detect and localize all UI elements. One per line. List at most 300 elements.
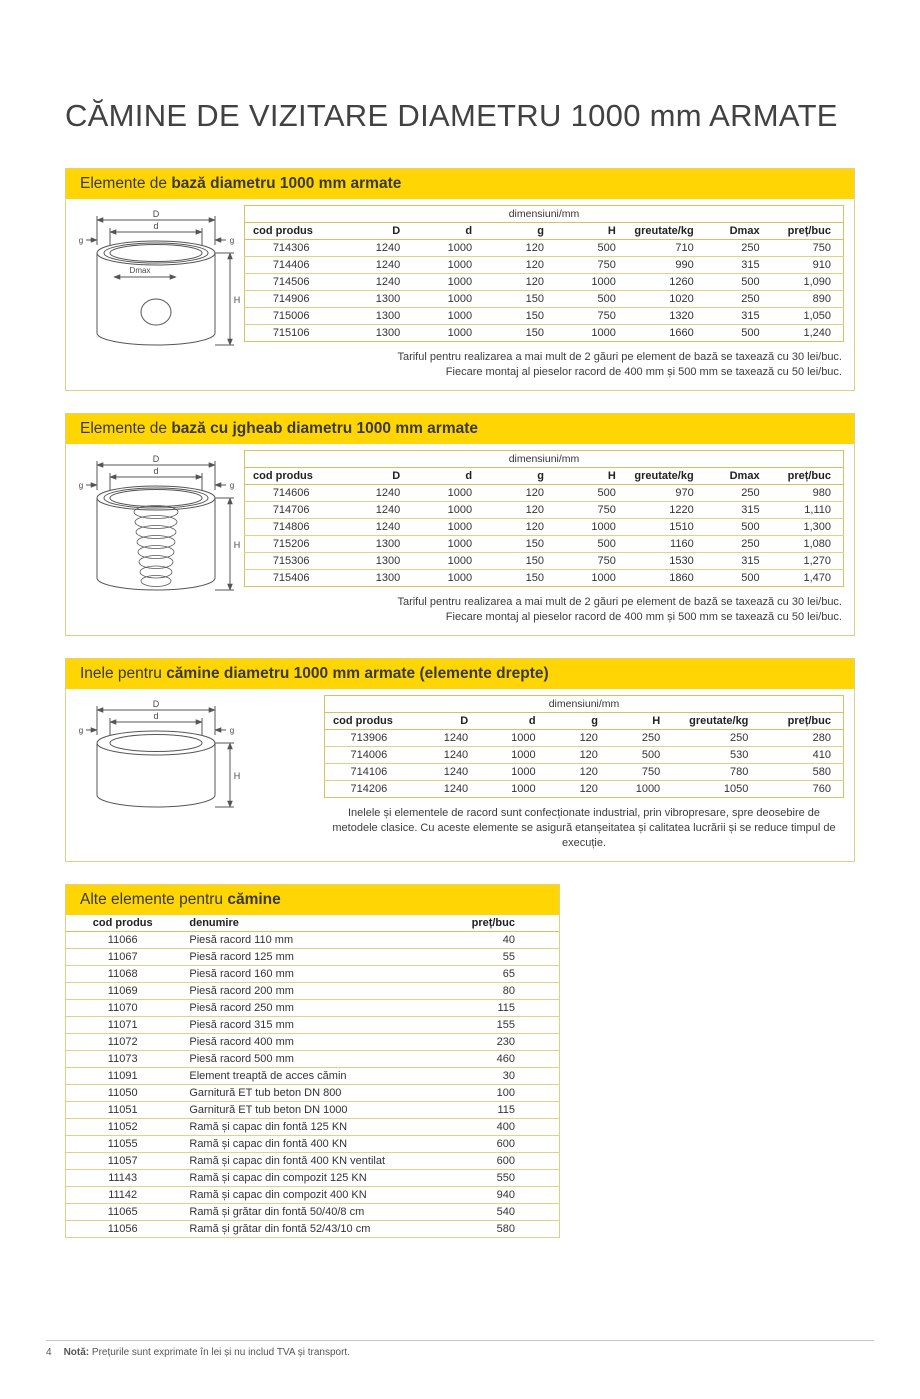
table-area bbox=[66, 915, 559, 1237]
note-line: Fiecare montaj al pieselor racord de 400 mm și 500 mm se taxează cu 50 lei/buc. bbox=[445, 611, 842, 623]
footer-note bbox=[64, 1347, 350, 1358]
section-title-bold: cămine diametru 1000 mm armate (elemente drepte) bbox=[166, 665, 549, 682]
table-cell: 120 bbox=[525, 275, 544, 288]
note-line: Tariful pentru realizarea a mai mult de 2 găuri pe element de bază se taxează cu 30 lei/buc. bbox=[397, 351, 842, 363]
table-cell: 11069 bbox=[107, 984, 138, 997]
table-cell: 315 bbox=[741, 554, 760, 567]
page-footer bbox=[46, 1340, 874, 1358]
rings-table bbox=[324, 695, 844, 798]
column-header: Dmax bbox=[729, 469, 760, 482]
table-row bbox=[66, 949, 559, 966]
table-cell: 550 bbox=[496, 1171, 515, 1184]
section-title-prefix: Elemente de bbox=[80, 420, 172, 437]
table-cell: 1000 bbox=[447, 503, 473, 516]
table-cell: 1,080 bbox=[803, 537, 831, 550]
table-cell: 40 bbox=[502, 933, 515, 946]
table-cell: 250 bbox=[741, 292, 760, 305]
table-cell: 150 bbox=[525, 326, 544, 339]
table-cell: 1000 bbox=[511, 765, 536, 778]
table-cell: 500 bbox=[741, 275, 760, 288]
column-header: H bbox=[652, 714, 661, 727]
table-row bbox=[245, 502, 844, 519]
table-notes bbox=[244, 595, 844, 625]
column-header: preț/buc bbox=[787, 714, 831, 727]
table-cell: 500 bbox=[597, 537, 616, 550]
table-cell: 714906 bbox=[272, 292, 310, 305]
table-cell: 315 bbox=[741, 309, 760, 322]
table-cell: 120 bbox=[525, 241, 544, 254]
column-header: cod produs bbox=[333, 714, 393, 727]
section-header-bar bbox=[66, 169, 854, 199]
column-header: d bbox=[465, 469, 473, 482]
column-header: greutate/kg bbox=[634, 469, 694, 482]
table-row bbox=[66, 1102, 559, 1119]
column-header: g bbox=[591, 714, 598, 727]
table-cell: Garnitură ET tub beton DN 800 bbox=[189, 1086, 342, 1099]
base-channel-elements-table bbox=[244, 450, 844, 587]
base-elements-table bbox=[244, 205, 844, 342]
column-header: D bbox=[392, 224, 401, 237]
table-cell: 715406 bbox=[272, 571, 310, 584]
table-notes bbox=[244, 350, 844, 380]
table-cell: 1240 bbox=[375, 275, 401, 288]
table-cell: 120 bbox=[525, 486, 544, 499]
table-cell: 120 bbox=[525, 520, 544, 533]
table-cell: 500 bbox=[741, 520, 760, 533]
table-cell: 715106 bbox=[272, 326, 310, 339]
table-cell: 980 bbox=[812, 486, 831, 499]
section-header-bar bbox=[66, 414, 854, 444]
table-cell: 1000 bbox=[635, 782, 661, 795]
table-cell: 11050 bbox=[107, 1086, 138, 1099]
dim-label-H: H bbox=[233, 540, 241, 550]
table-row bbox=[325, 764, 844, 781]
table-cell: 115 bbox=[497, 1103, 515, 1116]
table-cell: 714006 bbox=[350, 748, 388, 761]
table-cell: 580 bbox=[496, 1222, 515, 1235]
table-row bbox=[245, 519, 844, 536]
table-cell: 1000 bbox=[511, 748, 536, 761]
table-cell: 315 bbox=[741, 503, 760, 516]
table-cell: 1020 bbox=[669, 292, 694, 305]
table-cell: 580 bbox=[812, 765, 831, 778]
table-notes bbox=[324, 806, 844, 851]
section-title bbox=[80, 665, 549, 683]
column-header: d bbox=[528, 714, 536, 727]
dimensions-group-header: dimensiuni/mm bbox=[245, 206, 844, 223]
table-cell: 11066 bbox=[107, 933, 138, 946]
table-row bbox=[245, 485, 844, 502]
dim-label-d: d bbox=[153, 466, 159, 476]
table-cell: 1000 bbox=[511, 731, 536, 744]
table-cell: 714606 bbox=[272, 486, 310, 499]
table-cell: Piesă racord 400 mm bbox=[189, 1035, 294, 1048]
table-cell: 410 bbox=[812, 748, 831, 761]
table-cell: 714106 bbox=[350, 765, 388, 778]
table-cell: 910 bbox=[812, 258, 831, 271]
table-row bbox=[245, 274, 844, 291]
table-cell: 1000 bbox=[447, 537, 473, 550]
dim-label-g: g bbox=[229, 481, 235, 490]
catalog-page bbox=[0, 98, 920, 1399]
dim-label-g: g bbox=[78, 236, 84, 245]
table-row bbox=[66, 966, 559, 983]
table-cell: Element treaptă de acces cămin bbox=[189, 1069, 347, 1082]
table-row bbox=[245, 570, 844, 587]
table-cell: 400 bbox=[496, 1120, 515, 1133]
table-row bbox=[66, 932, 559, 949]
table-cell: 715206 bbox=[272, 537, 310, 550]
table-area bbox=[244, 205, 844, 380]
note-line: Fiecare montaj al pieselor racord de 400 mm și 500 mm se taxează cu 50 lei/buc. bbox=[445, 366, 842, 378]
table-cell: 713906 bbox=[350, 731, 388, 744]
table-row bbox=[66, 1204, 559, 1221]
table-row bbox=[66, 1221, 559, 1238]
section-header-bar bbox=[66, 659, 854, 689]
column-header: cod produs bbox=[253, 469, 313, 482]
note-line: Inelele și elementele de racord sunt confecționate industrial, prin vibropresare, spre deosebire de metodele clasice. Cu aceste elemente se asigură etanșeitatea și calitatea lucrării și se reduce timpul de execuție. bbox=[332, 807, 836, 849]
table-cell: 11067 bbox=[107, 950, 138, 963]
table-cell: 1000 bbox=[447, 326, 473, 339]
dim-label-g: g bbox=[78, 726, 84, 735]
table-cell: 30 bbox=[502, 1069, 515, 1082]
table-cell: 600 bbox=[496, 1137, 515, 1150]
table-cell: Piesă racord 500 mm bbox=[189, 1052, 294, 1065]
table-cell: 970 bbox=[675, 486, 694, 499]
table-cell: 11072 bbox=[107, 1035, 138, 1048]
table-cell: 780 bbox=[730, 765, 749, 778]
table-row bbox=[66, 1085, 559, 1102]
table-cell: 1160 bbox=[670, 537, 694, 550]
table-cell: 150 bbox=[525, 571, 544, 584]
table-cell: Ramă și capac din fontă 125 KN bbox=[189, 1120, 348, 1133]
table-cell: 80 bbox=[502, 984, 515, 997]
dim-label-g: g bbox=[229, 236, 235, 245]
section-title bbox=[80, 420, 478, 438]
section-header-bar bbox=[66, 885, 559, 915]
table-cell: 1,110 bbox=[804, 503, 831, 516]
dim-label-H: H bbox=[233, 771, 241, 781]
page-title: CĂMINE DE VIZITARE DIAMETRU 1000 mm ARMATE bbox=[65, 98, 838, 133]
table-cell: 1,270 bbox=[803, 554, 831, 567]
table-cell: 11070 bbox=[107, 1001, 138, 1014]
table-cell: 714706 bbox=[272, 503, 310, 516]
table-cell: 1000 bbox=[447, 241, 473, 254]
column-header: preț/buc bbox=[787, 469, 831, 482]
table-row bbox=[66, 1000, 559, 1017]
table-cell: Ramă și grătar din fontă 50/40/8 cm bbox=[189, 1205, 365, 1218]
table-row bbox=[66, 1170, 559, 1187]
drawing-base-channel-element bbox=[76, 450, 244, 625]
page-number: 4 bbox=[46, 1347, 52, 1358]
other-elements-table bbox=[66, 915, 559, 1237]
table-row bbox=[66, 1119, 559, 1136]
table-cell: 1000 bbox=[447, 554, 473, 567]
table-cell: 11052 bbox=[107, 1120, 138, 1133]
table-cell: 460 bbox=[496, 1052, 515, 1065]
table-cell: 280 bbox=[812, 731, 831, 744]
footer-note-text: Prețurile sunt exprimate în lei și nu includ TVA și transport. bbox=[91, 1347, 350, 1358]
column-header: D bbox=[460, 714, 469, 727]
table-cell: 1000 bbox=[447, 520, 473, 533]
dim-label-g: g bbox=[229, 726, 235, 735]
table-row bbox=[66, 1017, 559, 1034]
table-cell: 1000 bbox=[447, 486, 473, 499]
table-cell: 1530 bbox=[669, 554, 694, 567]
table-cell: 714406 bbox=[272, 258, 310, 271]
table-cell: 710 bbox=[675, 241, 694, 254]
table-cell: Piesă racord 125 mm bbox=[189, 950, 294, 963]
table-cell: 65 bbox=[502, 967, 515, 980]
table-cell: Garnitură ET tub beton DN 1000 bbox=[189, 1103, 348, 1116]
table-cell: Ramă și capac din fontă 400 KN bbox=[189, 1137, 348, 1150]
table-cell: 760 bbox=[812, 782, 831, 795]
table-area bbox=[324, 695, 844, 851]
column-header: cod produs bbox=[92, 916, 153, 929]
table-row bbox=[325, 747, 844, 764]
table-row bbox=[66, 1068, 559, 1085]
table-cell: 1,090 bbox=[803, 275, 831, 288]
table-cell: 714506 bbox=[272, 275, 310, 288]
table-cell: Piesă racord 160 mm bbox=[189, 967, 294, 980]
table-cell: 1000 bbox=[591, 275, 616, 288]
column-header: D bbox=[392, 469, 401, 482]
table-row bbox=[66, 1136, 559, 1153]
table-cell: 1000 bbox=[447, 309, 473, 322]
table-cell: 1300 bbox=[375, 326, 401, 339]
column-header: preț/buc bbox=[471, 916, 515, 929]
table-cell: 714306 bbox=[272, 241, 310, 254]
table-cell: 500 bbox=[597, 241, 616, 254]
section-title-prefix: Inele pentru bbox=[80, 665, 167, 682]
table-cell: 250 bbox=[741, 537, 760, 550]
table-cell: 1320 bbox=[669, 309, 694, 322]
table-cell: 230 bbox=[496, 1035, 515, 1048]
table-cell: 120 bbox=[579, 782, 598, 795]
table-cell: Ramă și capac din compozit 125 KN bbox=[189, 1171, 367, 1184]
table-cell: 1220 bbox=[669, 503, 694, 516]
table-cell: 1000 bbox=[591, 520, 616, 533]
table-cell: 11142 bbox=[108, 1188, 138, 1201]
table-cell: 11056 bbox=[107, 1222, 138, 1235]
table-cell: 750 bbox=[597, 503, 616, 516]
drawing-ring-element bbox=[76, 695, 324, 851]
table-cell: 750 bbox=[597, 258, 616, 271]
column-header: cod produs bbox=[253, 224, 313, 237]
table-cell: 990 bbox=[675, 258, 694, 271]
table-cell: 11065 bbox=[107, 1205, 138, 1218]
table-cell: 1240 bbox=[443, 748, 469, 761]
section-rings bbox=[65, 658, 855, 862]
table-cell: 1510 bbox=[669, 520, 694, 533]
table-cell: Piesă racord 200 mm bbox=[189, 984, 294, 997]
table-row bbox=[245, 553, 844, 570]
table-cell: 315 bbox=[741, 258, 760, 271]
column-header: greutate/kg bbox=[634, 224, 694, 237]
table-cell: 1240 bbox=[375, 241, 401, 254]
table-cell: 120 bbox=[525, 258, 544, 271]
column-header: d bbox=[465, 224, 473, 237]
table-cell: Ramă și capac din compozit 400 KN bbox=[189, 1188, 367, 1201]
table-row bbox=[245, 325, 844, 342]
table-cell: 1240 bbox=[443, 731, 469, 744]
dim-label-D: D bbox=[152, 209, 160, 219]
dim-label-d: d bbox=[153, 221, 159, 231]
section-title-bold: cămine bbox=[227, 891, 281, 908]
table-cell: 1300 bbox=[375, 292, 401, 305]
table-cell: 500 bbox=[641, 748, 661, 761]
table-cell: Piesă racord 315 mm bbox=[189, 1018, 294, 1031]
table-cell: 940 bbox=[496, 1188, 515, 1201]
table-cell: Piesă racord 110 mm bbox=[189, 933, 294, 946]
table-cell: 120 bbox=[579, 731, 598, 744]
column-header: g bbox=[537, 469, 544, 482]
dimensions-group-header: dimensiuni/mm bbox=[245, 451, 844, 468]
table-row bbox=[325, 781, 844, 798]
dim-label-d: d bbox=[153, 711, 159, 721]
table-cell: 540 bbox=[496, 1205, 515, 1218]
table-cell: 1240 bbox=[443, 765, 469, 778]
table-cell: Ramă și grătar din fontă 52/43/10 cm bbox=[189, 1222, 371, 1235]
table-row bbox=[325, 730, 844, 747]
table-cell: 500 bbox=[597, 292, 616, 305]
table-row bbox=[245, 257, 844, 274]
table-cell: 55 bbox=[502, 950, 515, 963]
column-header: preț/buc bbox=[787, 224, 831, 237]
table-row bbox=[245, 308, 844, 325]
section-title bbox=[80, 891, 281, 909]
table-cell: 250 bbox=[641, 731, 661, 744]
table-area bbox=[244, 450, 844, 625]
table-cell: 11057 bbox=[107, 1154, 138, 1167]
column-header: H bbox=[607, 469, 616, 482]
table-cell: 1660 bbox=[669, 326, 694, 339]
table-cell: 1000 bbox=[591, 571, 616, 584]
section-base-channel-elements bbox=[65, 413, 855, 636]
table-cell: 115 bbox=[497, 1001, 515, 1014]
table-cell: 1000 bbox=[447, 275, 473, 288]
column-header: denumire bbox=[189, 916, 239, 929]
table-cell: 150 bbox=[525, 309, 544, 322]
column-header: Dmax bbox=[729, 224, 760, 237]
table-cell: 1000 bbox=[591, 326, 616, 339]
table-cell: 1,050 bbox=[803, 309, 831, 322]
table-cell: 1240 bbox=[443, 782, 469, 795]
table-cell: 1300 bbox=[375, 309, 401, 322]
table-cell: 714806 bbox=[272, 520, 310, 533]
table-cell: 1240 bbox=[375, 486, 401, 499]
table-cell: 150 bbox=[525, 554, 544, 567]
table-cell: 120 bbox=[525, 503, 544, 516]
table-cell: 750 bbox=[597, 554, 616, 567]
table-cell: 150 bbox=[525, 537, 544, 550]
table-cell: 500 bbox=[741, 571, 760, 584]
dim-label-D: D bbox=[152, 699, 160, 709]
table-cell: 890 bbox=[812, 292, 831, 305]
table-cell: 1000 bbox=[511, 782, 536, 795]
table-cell: 1,470 bbox=[803, 571, 831, 584]
dim-label-H: H bbox=[233, 295, 241, 305]
table-cell: 1860 bbox=[669, 571, 694, 584]
table-cell: 100 bbox=[496, 1086, 515, 1099]
table-cell: 715306 bbox=[272, 554, 310, 567]
table-cell: 600 bbox=[496, 1154, 515, 1167]
table-cell: 150 bbox=[525, 292, 544, 305]
table-cell: 11073 bbox=[107, 1052, 138, 1065]
table-cell: 1000 bbox=[447, 292, 473, 305]
table-cell: 750 bbox=[812, 241, 831, 254]
table-row bbox=[66, 1051, 559, 1068]
drawing-base-element bbox=[76, 205, 244, 380]
table-row bbox=[66, 1034, 559, 1051]
table-cell: 1300 bbox=[375, 537, 401, 550]
table-cell: 120 bbox=[579, 748, 598, 761]
table-cell: 714206 bbox=[350, 782, 388, 795]
table-cell: 120 bbox=[579, 765, 598, 778]
table-cell: 1,300 bbox=[803, 520, 831, 533]
table-cell: 500 bbox=[741, 326, 760, 339]
table-cell: 1,240 bbox=[803, 326, 831, 339]
table-row bbox=[245, 240, 844, 257]
table-cell: 750 bbox=[641, 765, 661, 778]
table-cell: 11055 bbox=[107, 1137, 138, 1150]
table-cell: 1000 bbox=[447, 571, 473, 584]
table-cell: 750 bbox=[597, 309, 616, 322]
table-cell: 11051 bbox=[107, 1103, 138, 1116]
column-header: H bbox=[607, 224, 616, 237]
table-row bbox=[66, 983, 559, 1000]
dim-label-g: g bbox=[78, 481, 84, 490]
table-cell: 250 bbox=[741, 241, 760, 254]
dim-label-D: D bbox=[152, 454, 160, 464]
table-cell: 500 bbox=[597, 486, 616, 499]
column-header: g bbox=[537, 224, 544, 237]
table-cell: 1300 bbox=[375, 554, 401, 567]
section-title bbox=[80, 175, 401, 193]
table-cell: 1240 bbox=[375, 503, 401, 516]
table-cell: 1000 bbox=[447, 258, 473, 271]
dim-label-Dmax: Dmax bbox=[129, 266, 151, 275]
table-row bbox=[66, 1153, 559, 1170]
section-base-elements bbox=[65, 168, 855, 391]
table-cell: 250 bbox=[741, 486, 760, 499]
table-cell: 1240 bbox=[375, 258, 401, 271]
section-title-prefix: Alte elemente pentru bbox=[80, 891, 228, 908]
column-header: greutate/kg bbox=[689, 714, 749, 727]
note-line: Tariful pentru realizarea a mai mult de 2 găuri pe element de bază se taxează cu 30 lei/buc. bbox=[397, 596, 842, 608]
table-cell: 715006 bbox=[272, 309, 310, 322]
table-cell: 11068 bbox=[107, 967, 138, 980]
table-cell: 1240 bbox=[375, 520, 401, 533]
table-cell: 530 bbox=[730, 748, 749, 761]
table-cell: 1260 bbox=[669, 275, 694, 288]
table-cell: 11071 bbox=[107, 1018, 138, 1031]
table-row bbox=[245, 291, 844, 308]
table-cell: Ramă și capac din fontă 400 KN ventilat bbox=[189, 1154, 386, 1167]
table-cell: 11143 bbox=[108, 1171, 138, 1184]
table-row bbox=[245, 536, 844, 553]
section-title-bold: bază cu jgheab diametru 1000 mm armate bbox=[171, 420, 479, 437]
table-cell: 250 bbox=[730, 731, 749, 744]
dimensions-group-header: dimensiuni/mm bbox=[325, 696, 844, 713]
table-cell: Piesă racord 250 mm bbox=[189, 1001, 294, 1014]
table-cell: 1050 bbox=[723, 782, 749, 795]
table-cell: 11091 bbox=[107, 1069, 138, 1082]
table-cell: 1300 bbox=[375, 571, 401, 584]
section-other-elements bbox=[65, 884, 560, 1238]
section-title-prefix: Elemente de bbox=[80, 175, 172, 192]
table-cell: 155 bbox=[496, 1018, 515, 1031]
